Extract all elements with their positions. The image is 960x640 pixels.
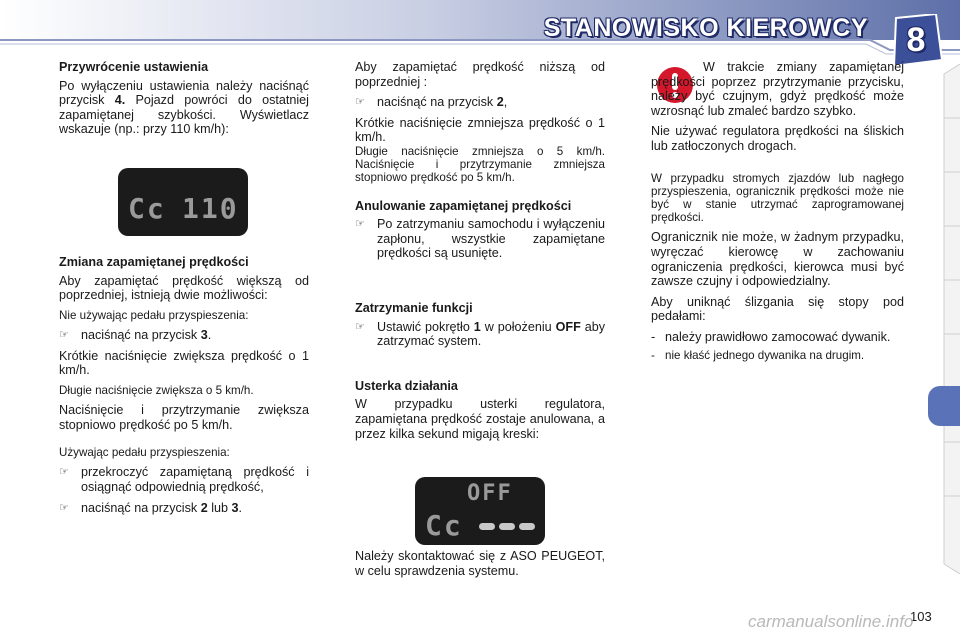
paragraph: Krótkie naciśnięcie zmniejsza prędkość o 1 km/h. (355, 115, 605, 145)
watermark: carmanualsonline.info (748, 612, 914, 631)
heading-stop-function: Zatrzymanie funkcji (355, 300, 473, 315)
paragraph: Długie naciśnięcie zmniejsza o 5 km/h. Naciśnięcie i przytrzymanie zmniejsza stopniowo prędkość po 5 km/h. (355, 144, 605, 185)
list-item: ☞ naciśnąć na przycisk 3. (59, 327, 212, 342)
paragraph: Ogranicznik nie może, w żadnym przypadku, wyręczać kierowcę w zachowaniu ograniczenia prędkości, kierowca musi być zawsze czujny i odpowiedzialny. (651, 230, 904, 289)
pointing-hand-icon: ☞ (59, 328, 69, 341)
paragraph: Należy skontaktować się z ASO PEUGEOT, w celu sprawdzenia systemu. (355, 549, 605, 578)
chapter-number: 8 (906, 21, 926, 59)
paragraph: Aby zapamiętać prędkość większą od poprzedniej, istnieją dwie możliwości: (59, 273, 309, 303)
paragraph: Krótkie naciśnięcie zwiększa prędkość o 1 km/h. (59, 348, 309, 378)
display-mode-text: Cc (425, 509, 463, 542)
display-off-text: OFF (467, 481, 513, 506)
paragraph: W przypadku usterki regulatora, zapamiętana prędkość zostaje anulowana, a przez kilka sekund migają kreski: (355, 397, 605, 441)
pointing-hand-icon: ☞ (355, 320, 365, 333)
paragraph: Naciśnięcie i przytrzymanie zwiększa stopniowo prędkość po 5 km/h. (59, 402, 309, 432)
display-mode-text: Cc (128, 192, 166, 225)
heading-change-speed: Zmiana zapamiętanej prędkości (59, 254, 249, 269)
heading-malfunction: Usterka działania (355, 378, 458, 393)
list-item: ☞ naciśnąć na przycisk 2, (355, 95, 508, 110)
pointing-hand-icon: ☞ (355, 218, 365, 231)
list-item: ☞ naciśnąć na przycisk 2 lub 3. (59, 500, 243, 515)
paragraph: Nie używając pedału przyspieszenia: (59, 308, 249, 322)
display-speed-text: 110 (182, 192, 239, 225)
heading-restore: Przywrócenie ustawienia (59, 60, 209, 74)
paragraph: Aby zapamiętać prędkość niższą od poprzedniej : (355, 60, 605, 89)
list-item: - nie kłaść jednego dywanika na drugim. (651, 348, 865, 362)
paragraph: Po wyłączeniu ustawienia należy naciśnąć przycisk 4. Pojazd powróci do ostatniej zapamiętanej szybkości. Wyświetlacz wskazuje (np.: przy 110 km/h): (59, 78, 309, 137)
column-1 (59, 60, 309, 521)
column-3 (651, 60, 904, 366)
chapter-title: STANOWISKO KIEROWCY (543, 14, 868, 42)
active-chapter-tab[interactable] (928, 386, 960, 426)
pointing-hand-icon: ☞ (355, 96, 365, 109)
paragraph: W przypadku stromych zjazdów lub nagłego przyspieszenia, ogranicznik prędkości może nie być w stanie utrzymać zaprogramowanej prędkości. (651, 171, 904, 225)
dash-segment (479, 523, 495, 530)
list-item: - należy prawidłowo zamocować dywanik. (651, 329, 891, 344)
list-item: ☞ Ustawić pokrętło 1 w położeniu OFF aby zatrzymać system. (355, 319, 605, 349)
dash-segment (499, 523, 515, 530)
chapter-tabs (938, 64, 960, 574)
pointing-hand-icon: ☞ (59, 501, 69, 514)
paragraph: Nie używać regulatora prędkości na śliskich lub zatłoczonych drogach. (651, 124, 904, 153)
paragraph: Długie naciśnięcie zwiększa o 5 km/h. (59, 383, 254, 397)
paragraph: Używając pedału przyspieszenia: (59, 446, 230, 460)
list-item: ☞ Po zatrzymaniu samochodu i wyłączeniu zapłonu, wszystkie zapamiętane prędkości są usunięte. (355, 217, 605, 261)
heading-cancel: Anulowanie zapamiętanej prędkości (355, 198, 572, 213)
speed-display-cc-110 (118, 168, 248, 236)
fault-display-off (415, 477, 545, 545)
page-number: 103 (910, 609, 932, 624)
list-item: ☞ przekroczyć zapamiętaną prędkość i osiągnąć odpowiednią prędkość, (59, 465, 309, 494)
dash-segment (519, 523, 535, 530)
warning-paragraph: W trakcie zmiany zapamiętanej prędkości poprzez przytrzymanie przycisku, należy być czujnym, gdyż prędkość może wzrosnąć lub zmaleć bardzo szybko. (651, 60, 904, 118)
paragraph: Aby uniknąć ślizgania się stopy pod pedałami: (651, 294, 904, 324)
pointing-hand-icon: ☞ (59, 466, 69, 479)
